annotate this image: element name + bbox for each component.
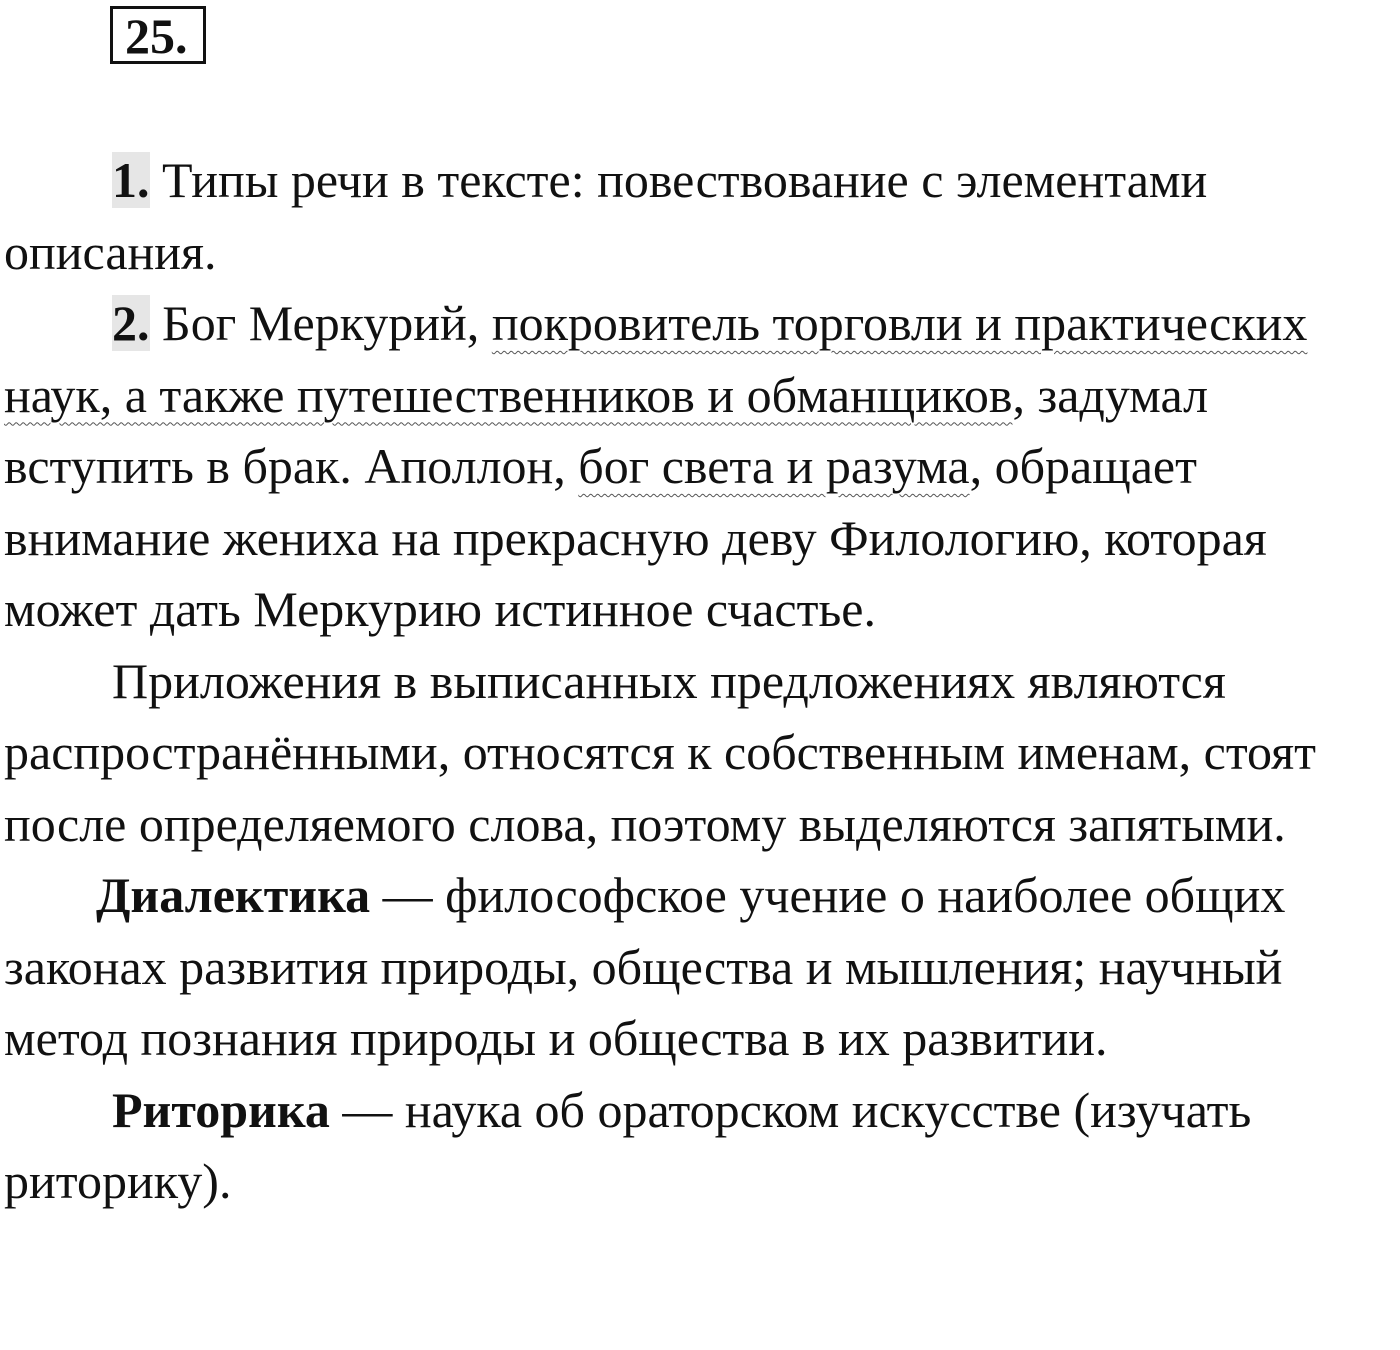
item-2-sentence-1-start: Бог Меркурий, xyxy=(162,295,492,351)
paragraph-item-1 xyxy=(4,145,1400,288)
paragraph-definition-rhetoric xyxy=(4,1075,1400,1218)
item-2-number: 2. xyxy=(112,295,150,351)
exercise-number-box xyxy=(110,6,206,64)
definition-rhetoric: — наука об ораторском искусстве (изучать риторику). xyxy=(4,1081,1252,1209)
term-dialectics: Диалектика xyxy=(96,867,371,923)
exercise-number: 25. xyxy=(125,8,188,64)
item-2-sentence-1-end: , задумал вступить в брак. xyxy=(4,366,1209,494)
answer-text xyxy=(4,145,1400,1218)
item-2-sentence-2-start: Аполлон, xyxy=(364,438,579,494)
paragraph-item-2 xyxy=(4,288,1400,646)
item-2-sentence-2-end: , обращает внимание жениха на прекрасную деву Филологию, которая может дать Меркурию истинное счастье. xyxy=(4,438,1267,637)
item-1-text: Типы речи в тексте: повествование с элементами описания. xyxy=(4,152,1208,280)
apposition-1: покровитель торговли и практических наук, а также путешественников и обманщиков xyxy=(4,295,1308,423)
term-rhetoric: Риторика xyxy=(112,1081,330,1138)
apposition-2: бог света и разума xyxy=(578,438,970,494)
paragraph-explanation xyxy=(4,646,1400,861)
definition-dialectics: — философское учение о наиболее общих законах развития природы, общества и мышления; научный метод познания природы и общества в их развитии. xyxy=(4,867,1286,1066)
item-1-number: 1. xyxy=(112,152,150,208)
paragraph-definition-dialectics xyxy=(4,860,1400,1075)
explanation-text: Приложения в выписанных предложениях являются распространёнными, относятся к собственным именам, стоят после определяемого слова, поэтому выделяются запятыми. xyxy=(4,652,1316,852)
